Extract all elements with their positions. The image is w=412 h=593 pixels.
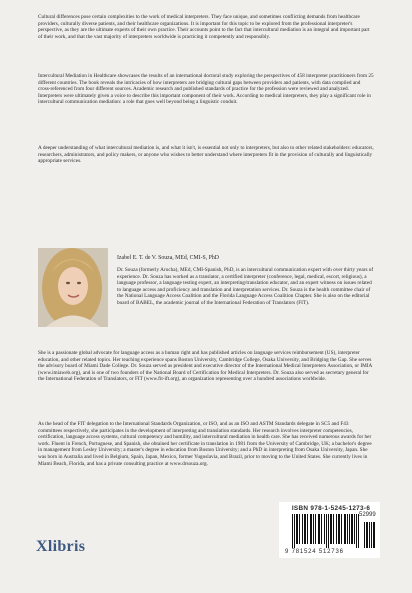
barcode-number: 9 781524 512736: [285, 549, 344, 555]
author-name: Izabel E. T. de V. Souza, MEd, CMI-S, PhD: [117, 255, 219, 261]
publisher-logo: Xlibris: [36, 538, 86, 555]
author-bio-paragraph-2: She is a passionate global advocate for language access as a human right and has published articles on language services reimbursement (US), interpreter education, and other related topics. Her teaching experience spans Boston University, Cambridge College, Osaka University, and Bridging the Gap. She serves the advisory board of Miami Dade College. Dr. Souza served as president and executive director of the International Medical Interpreters Association, or IMIA (www.imiaweb.org), and is one of two founders of the National Board of Certification for Medical Interpreters. Dr. Souza also served as secretary general for the International Federation of Translators, or FIT (www.fit-ift.org), an organization representing over a hundred associations worldwide.: [38, 350, 372, 383]
blurb-paragraph-2: Intercultural Mediation in Healthcare showcases the results of an international doctoral study exploring the perspectives of 458 interpreter practitioners from 25 different countries. The book reveals the intricacies of how interpreters are bridging cultural gaps between providers and patients, with data compiled and cross-referenced from four different sources. Academic research and published standards of practice for the profession were reviewed and analyzed. Interpreters were ultimately given a voice to describe this important component of their work. According to medical interpreters, they play a significant role in intercultural communication mediation: a role that goes well beyond being a linguistic conduit.: [38, 73, 374, 106]
isbn-text: ISBN 978-1-5245-1273-6: [291, 505, 371, 512]
blurb-paragraph-3: A deeper understanding of what intercultural mediation is, and what it isn't, is essential not only to interpreters, but also to other related stakeholders: educators, researchers, administrators, and policy makers, or anyone who wishes to better understand where interpreters fit in the provision of culturally and linguistically appropriate services.: [38, 145, 374, 165]
price-code: 52999: [359, 512, 376, 518]
author-portrait-icon: [38, 248, 108, 327]
author-bio-paragraph-3: As the head of the FIT delegation to the International Standards Organization, or ISO, and as an ISO and ASTM Standards delegate in SC5 and F43 committees respectively, she participates in the development of interpreting and translation standards. Her research involves interpreter competencies, certification, language access systems, cultural competency and humility, and intercultural mediation in health care. She has received numerous awards for her work. Fluent in French, Portuguese, and Spanish, she obtained her certificate in translation in 1981 from the University of Cambridge, UK; a bachelor's degree in management from Lesley University; a master's degree in education from Boston University; and a PhD in interpreting from Osaka University, Japan. She was born in Australia and lived in Belgium, Spain, Japan, Mexico, former Yugoslavia, and Brazil, prior to moving to the United States. She currently lives in Miami Beach, Florida, and has a private consulting practice at www.drsouza.org.: [38, 421, 372, 467]
author-bio-1-intro: Dr. Souza (formerly Arocha), MEd, CMI-Spanish, PhD, is an intercultural communication expert with over thirty years of experience. Dr. Souza has worked as a translator, a certified interpreter (conference, legal, medical, escort, religious), a language professor, a language testing expert, an interpreting/translation educator, and an expert witness on issues related to language access and proficiency and translation and interpretation services. Dr. Souza is the health committee chair of the National Language Access Coalition and the Florida Language Access Coalition Chapter. She is also on the editorial board of BABEL, the academic journal of the International Federation of Translators (FIT).: [117, 267, 374, 306]
barcode-box: [279, 502, 380, 558]
author-photo: [38, 248, 108, 327]
blurb-paragraph-1: Cultural differences pose certain complexities to the work of medical interpreters. They face unique, and sometimes conflicting demands from healthcare providers, culturally diverse patients, and their healthcare organizations. It is important for this topic to be explored from the professional interpreter's perspective, as they are the ultimate experts of their own practice. Their accounts point to the fact that intercultural mediation is an integral and important part of their work, and that the vast majority of interpreters worldwide is practicing it competently and responsibly.: [38, 14, 370, 40]
